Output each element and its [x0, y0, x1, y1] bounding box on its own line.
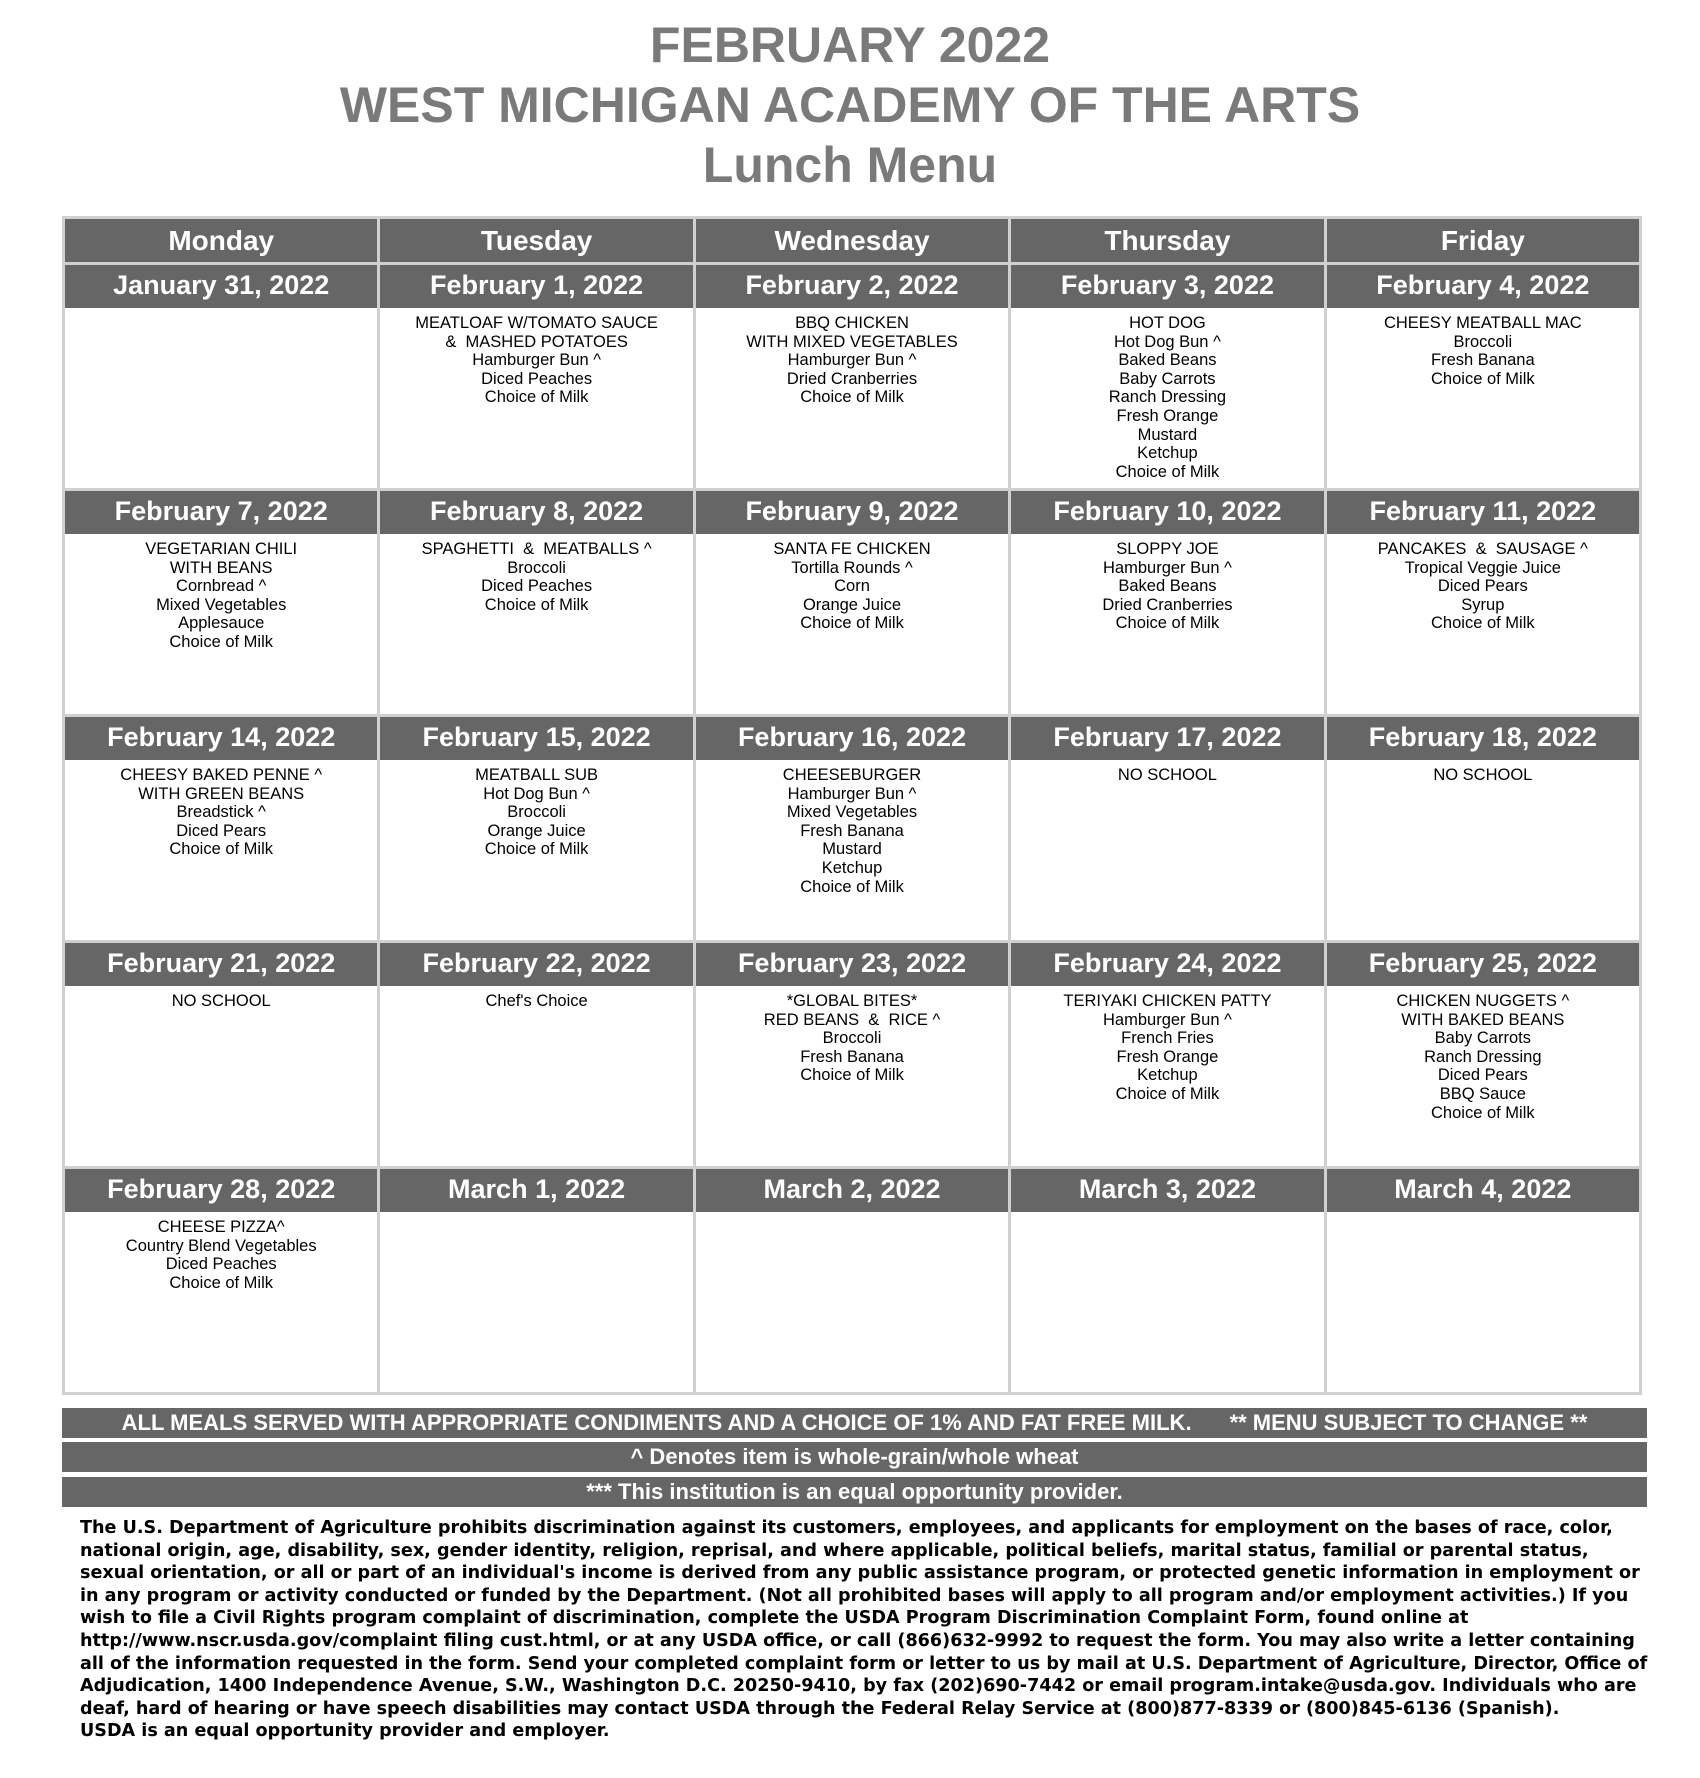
- day-menu: [380, 308, 692, 491]
- menu-item: Diced Peaches: [165, 1255, 277, 1274]
- week-row: [65, 943, 1642, 1169]
- menu-calendar: [62, 216, 1642, 1395]
- menu-item: Choice of Milk: [1431, 614, 1535, 633]
- day-menu: [696, 534, 1008, 717]
- menu-item: *GLOBAL BITES*: [786, 992, 918, 1010]
- week-row: [65, 717, 1642, 943]
- usda-disclaimer: [80, 1517, 1650, 1743]
- day-date: February 7, 2022: [65, 491, 377, 534]
- day-cell: [65, 491, 380, 717]
- weekday-cell: [1327, 219, 1642, 265]
- menu-item: WITH GREEN BEANS: [138, 784, 305, 803]
- menu-item: Baked Beans: [1118, 577, 1217, 596]
- menu-item: HOT DOG: [1129, 314, 1206, 332]
- menu-item: CHEESE PIZZA^: [157, 1218, 285, 1236]
- menu-item: Mustard: [1137, 425, 1198, 444]
- day-cell: [696, 943, 1011, 1169]
- menu-item: Hamburger Bun ^: [472, 351, 602, 370]
- menu-item: Broccoli: [822, 1029, 882, 1048]
- day-menu: [696, 308, 1008, 491]
- week-row: [65, 1169, 1642, 1395]
- menu-item: Baby Carrots: [1119, 369, 1216, 388]
- day-cell: [1011, 265, 1326, 491]
- day-menu: [1011, 760, 1323, 943]
- menu-item: SPAGHETTI & MEATBALLS ^: [421, 540, 652, 558]
- day-menu: [380, 986, 692, 1169]
- menu-item: Diced Peaches: [481, 577, 593, 596]
- menu-item: Fresh Banana: [800, 821, 904, 840]
- day-menu: [1327, 1212, 1639, 1395]
- weekday-label-thursday: Thursday: [1011, 219, 1323, 265]
- menu-item: Choice of Milk: [484, 388, 589, 407]
- meals-note-bar: [62, 1408, 1647, 1438]
- menu-item: Choice of Milk: [169, 632, 274, 651]
- day-date: February 15, 2022: [380, 717, 692, 760]
- day-cell: [380, 943, 695, 1169]
- menu-item: Hamburger Bun ^: [1103, 1010, 1232, 1029]
- menu-item: Hamburger Bun ^: [787, 784, 917, 803]
- menu-item: Ketchup: [821, 858, 883, 877]
- menu-item: Diced Pears: [1437, 1066, 1528, 1085]
- day-date: February 14, 2022: [65, 717, 377, 760]
- menu-item: WITH MIXED VEGETABLES: [746, 332, 958, 351]
- whole-grain-note-bar: [62, 1442, 1647, 1472]
- menu-item: Ketchup: [1137, 1066, 1198, 1085]
- menu-item: Choice of Milk: [169, 1273, 274, 1292]
- page-title-school: WEST MICHIGAN ACADEMY OF THE ARTS: [339, 77, 1361, 133]
- menu-item: Hamburger Bun ^: [787, 351, 917, 370]
- menu-item: Choice of Milk: [800, 388, 904, 407]
- day-menu: [380, 534, 692, 717]
- menu-item: Fresh Banana: [1431, 351, 1535, 370]
- day-cell: [1011, 491, 1326, 717]
- day-date: February 21, 2022: [65, 943, 377, 986]
- day-date: March 4, 2022: [1327, 1169, 1639, 1212]
- day-date: March 2, 2022: [696, 1169, 1008, 1212]
- day-menu: [1011, 986, 1323, 1169]
- day-date: February 8, 2022: [380, 491, 692, 534]
- day-menu: [1011, 534, 1323, 717]
- menu-item: Applesauce: [178, 614, 265, 633]
- menu-item: Fresh Orange: [1116, 406, 1219, 425]
- menu-item: CHEESY BAKED PENNE ^: [120, 766, 323, 784]
- day-menu: [65, 308, 377, 491]
- day-date: February 11, 2022: [1327, 491, 1639, 534]
- menu-item: Choice of Milk: [1115, 462, 1220, 481]
- menu-item: Dried Cranberries: [1102, 595, 1233, 614]
- weekday-cell: [696, 219, 1011, 265]
- menu-item: VEGETARIAN CHILI: [145, 540, 298, 558]
- menu-item: TERIYAKI CHICKEN PATTY: [1063, 992, 1272, 1010]
- day-menu: [1011, 308, 1323, 491]
- page-title-month: FEBRUARY 2022: [649, 17, 1051, 73]
- menu-item: Choice of Milk: [1431, 1103, 1535, 1122]
- day-date: February 25, 2022: [1327, 943, 1639, 986]
- day-date: February 22, 2022: [380, 943, 692, 986]
- day-cell: [1011, 717, 1326, 943]
- day-menu: [696, 986, 1008, 1169]
- day-cell: [1327, 717, 1642, 943]
- menu-item: Choice of Milk: [800, 1066, 904, 1085]
- day-cell: [380, 491, 695, 717]
- day-menu: [65, 760, 377, 943]
- menu-item: RED BEANS & RICE ^: [763, 1010, 941, 1029]
- menu-item: BBQ Sauce: [1439, 1084, 1526, 1103]
- weekday-label-wednesday: Wednesday: [696, 219, 1008, 265]
- menu-item: WITH BEANS: [169, 558, 273, 577]
- day-cell: [696, 265, 1011, 491]
- weekday-cell: [380, 219, 695, 265]
- day-cell: [1011, 943, 1326, 1169]
- day-date: February 17, 2022: [1011, 717, 1323, 760]
- menu-item: MEATBALL SUB: [475, 766, 599, 784]
- week-row: [65, 265, 1642, 491]
- menu-item: French Fries: [1121, 1029, 1214, 1048]
- equal-opportunity-bar: [62, 1477, 1647, 1507]
- menu-item: Orange Juice: [802, 595, 902, 614]
- day-date: February 1, 2022: [380, 265, 692, 308]
- day-menu: [696, 1212, 1008, 1395]
- day-date: February 18, 2022: [1327, 717, 1639, 760]
- menu-item: Fresh Orange: [1116, 1047, 1219, 1066]
- menu-item: CHEESY MEATBALL MAC: [1383, 314, 1582, 332]
- week-row: [65, 491, 1642, 717]
- page-title-menu: Lunch Menu: [702, 137, 998, 193]
- menu-item: Mustard: [822, 840, 882, 859]
- menu-item: & MASHED POTATOES: [445, 332, 628, 351]
- day-cell: [696, 1169, 1011, 1395]
- weekday-label-friday: Friday: [1327, 219, 1639, 265]
- menu-item: Baby Carrots: [1434, 1029, 1531, 1048]
- menu-item: BBQ CHICKEN: [795, 314, 909, 332]
- day-date: February 10, 2022: [1011, 491, 1323, 534]
- day-cell: [696, 491, 1011, 717]
- menu-item: Choice of Milk: [1115, 614, 1220, 633]
- menu-item: Country Blend Vegetables: [125, 1236, 317, 1255]
- day-menu: [65, 534, 377, 717]
- day-cell: [1011, 1169, 1326, 1395]
- menu-item: Broccoli: [507, 558, 566, 577]
- day-menu: [380, 1212, 692, 1395]
- menu-item: SANTA FE CHICKEN: [773, 540, 931, 558]
- day-menu: [1011, 1212, 1323, 1395]
- menu-item: Fresh Banana: [800, 1047, 904, 1066]
- menu-item: Choice of Milk: [169, 840, 274, 859]
- menu-item: WITH BAKED BEANS: [1401, 1010, 1565, 1029]
- menu-item: CHEESEBURGER: [782, 766, 922, 784]
- day-cell: [1327, 265, 1642, 491]
- menu-item: Tropical Veggie Juice: [1404, 558, 1561, 577]
- day-date: February 3, 2022: [1011, 265, 1323, 308]
- day-cell: [380, 265, 695, 491]
- meals-note: ALL MEALS SERVED WITH APPROPRIATE CONDIMENTS AND A CHOICE OF 1% AND FAT FREE MILK.: [121, 1410, 1192, 1435]
- day-menu: [65, 1212, 377, 1395]
- day-cell: [1327, 943, 1642, 1169]
- menu-item: SLOPPY JOE: [1116, 540, 1219, 558]
- menu-item: Dried Cranberries: [786, 369, 918, 388]
- menu-item: Chef's Choice: [485, 992, 588, 1010]
- weekday-cell: [65, 219, 380, 265]
- menu-item: NO SCHOOL: [1433, 766, 1533, 784]
- menu-item: Choice of Milk: [1431, 369, 1535, 388]
- menu-item: Hamburger Bun ^: [1103, 558, 1232, 577]
- day-date: February 28, 2022: [65, 1169, 377, 1212]
- day-date: March 3, 2022: [1011, 1169, 1323, 1212]
- menu-item: Choice of Milk: [484, 840, 589, 859]
- day-menu: [65, 986, 377, 1169]
- day-cell: [65, 1169, 380, 1395]
- day-menu: [1327, 308, 1639, 491]
- menu-item: Syrup: [1461, 595, 1505, 614]
- day-date: February 16, 2022: [696, 717, 1008, 760]
- day-cell: [380, 717, 695, 943]
- menu-item: PANCAKES & SAUSAGE ^: [1377, 540, 1588, 558]
- day-date: February 4, 2022: [1327, 265, 1639, 308]
- menu-item: Tortilla Rounds ^: [791, 558, 913, 577]
- usda-disclaimer-text: The U.S. Department of Agriculture prohibits discrimination against its customers, employees, and applicants for employment on the bases of race, color, national origin, age, disability, sex, gender identity, religion, reprisal, and where applicable, political beliefs, marital status, familial or parental status, sexual orientation, or all or part of an individual's income is derived from any public assistance program, or protected genetic information in employment or in any program or activity conducted or funded by the Department. (Not all prohibited bases will apply to all program and/or employment activities.) If you wish to file a Civil Rights program complaint of discrimination, complete the USDA Program Discrimination Complaint Form, found online at http://www.nscr.usda.gov/complaint filing cust.html, or at any USDA office, or call (866)632-9992 to request the form. You may also write a letter containing all of the information requested in the form. Send your completed complaint form or letter to us by mail at U.S. Department of Agriculture, Director, Office of Adjudication, 1400 Independence Avenue, S.W., Washington D.C. 20250-9410, by fax (202)690-7442 or email program.intake@usda.gov. Individuals who are deaf, hard of hearing or have speech disabilities may contact USDA through the Federal Relay Service at (800)877-8339 or (800)845-6136 (Spanish).: [80, 1518, 1648, 1719]
- menu-item: CHICKEN NUGGETS ^: [1396, 992, 1570, 1010]
- menu-item: Corn: [834, 577, 870, 596]
- menu-item: Choice of Milk: [800, 614, 904, 633]
- menu-item: Hot Dog Bun ^: [1114, 332, 1221, 351]
- menu-item: Choice of Milk: [484, 595, 589, 614]
- menu-item: Orange Juice: [487, 821, 586, 840]
- usda-employer-note: USDA is an equal opportunity provider and employer.: [80, 1721, 610, 1742]
- menu-item: Mixed Vegetables: [156, 595, 287, 614]
- day-date: February 2, 2022: [696, 265, 1008, 308]
- menu-item: Diced Pears: [1437, 577, 1528, 596]
- menu-item: Diced Peaches: [481, 369, 593, 388]
- day-cell: [1327, 491, 1642, 717]
- menu-item: Choice of Milk: [800, 877, 904, 896]
- day-menu: [1327, 534, 1639, 717]
- day-cell: [1327, 1169, 1642, 1395]
- menu-item: Ranch Dressing: [1424, 1047, 1542, 1066]
- menu-item: Broccoli: [1453, 332, 1513, 351]
- day-cell: [65, 717, 380, 943]
- menu-item: Hot Dog Bun ^: [483, 784, 591, 803]
- day-menu: [1327, 986, 1639, 1169]
- day-cell: [380, 1169, 695, 1395]
- weekday-label-tuesday: Tuesday: [380, 219, 692, 265]
- menu-item: MEATLOAF W/TOMATO SAUCE: [415, 314, 658, 332]
- menu-item: Ranch Dressing: [1108, 388, 1227, 407]
- menu-item: Broccoli: [507, 803, 566, 822]
- day-date: February 24, 2022: [1011, 943, 1323, 986]
- whole-grain-note: ^ Denotes item is whole-grain/whole wheat: [630, 1444, 1079, 1469]
- day-date: January 31, 2022: [65, 265, 377, 308]
- day-menu: [380, 760, 692, 943]
- day-cell: [65, 943, 380, 1169]
- menu-item: Breadstick ^: [176, 803, 266, 822]
- menu-item: NO SCHOOL: [1117, 766, 1217, 784]
- menu-item: Mixed Vegetables: [786, 803, 918, 822]
- day-date: February 23, 2022: [696, 943, 1008, 986]
- day-date: March 1, 2022: [380, 1169, 692, 1212]
- menu-item: Diced Pears: [176, 821, 267, 840]
- day-cell: [65, 265, 380, 491]
- menu-item: Choice of Milk: [1115, 1084, 1220, 1103]
- weekday-cell: [1011, 219, 1326, 265]
- menu-item: Ketchup: [1137, 444, 1198, 463]
- equal-opportunity-note: *** This institution is an equal opportunity provider.: [586, 1479, 1123, 1504]
- menu-item: Baked Beans: [1118, 351, 1217, 370]
- menu-change-note: ** MENU SUBJECT TO CHANGE **: [1229, 1410, 1588, 1435]
- day-date: February 9, 2022: [696, 491, 1008, 534]
- menu-item: Cornbread ^: [176, 577, 267, 596]
- day-cell: [696, 717, 1011, 943]
- menu-item: NO SCHOOL: [171, 992, 271, 1010]
- day-menu: [1327, 760, 1639, 943]
- day-menu: [696, 760, 1008, 943]
- weekday-label-monday: Monday: [65, 219, 377, 265]
- weekday-header-row: [65, 219, 1642, 265]
